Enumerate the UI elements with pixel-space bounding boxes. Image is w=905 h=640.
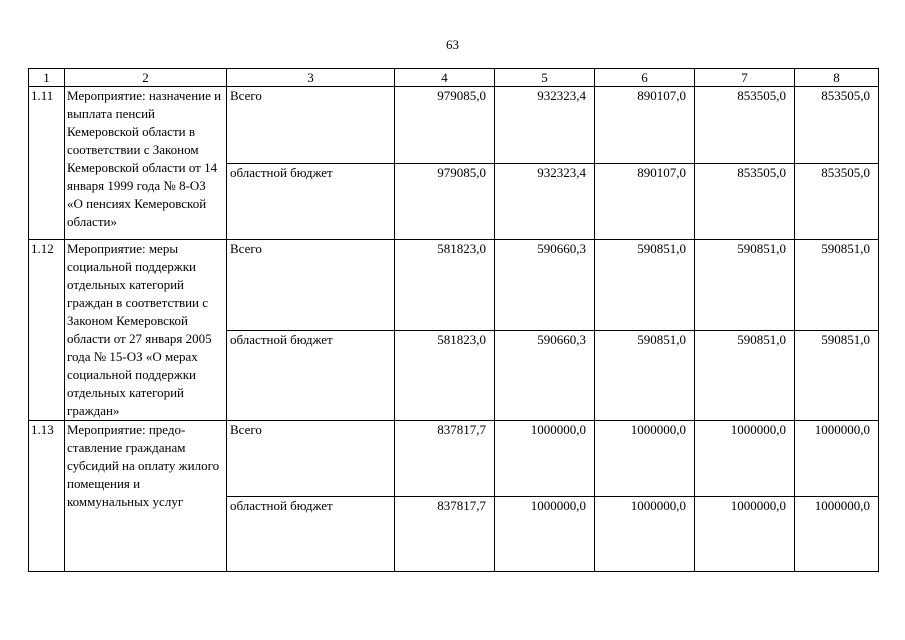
value-cell: 890107,0 [595,163,695,240]
row-code: 1.11 [29,87,65,240]
value-cell: 1000000,0 [695,421,795,497]
value-cell: 853505,0 [795,87,879,164]
value-cell: 590851,0 [795,240,879,331]
value-cell: 1000000,0 [695,496,795,572]
header-cell: 8 [795,69,879,87]
value-cell: 853505,0 [695,87,795,164]
row-description: Мероприятие: предо-ставление гражданам субсидий на оплату жилого помещения и коммунальных услуг [65,421,227,572]
value-cell: 1000000,0 [595,496,695,572]
header-row [29,69,879,87]
header-cell: 6 [595,69,695,87]
row-description: Мероприятие: назначение и выплата пенсий Кемеровской области в соответствии с Законом Кемеровской области от 14 января 1999 года № 8-ОЗ «О пенсиях Кемеровской области» [65,87,227,240]
header-cell: 2 [65,69,227,87]
source-budget-label: областной бюджет [227,330,395,421]
header-cell: 7 [695,69,795,87]
value-cell: 1000000,0 [595,421,695,497]
value-cell: 590660,3 [495,240,595,331]
value-cell: 1000000,0 [795,421,879,497]
table-row-total [29,421,879,497]
value-cell: 590851,0 [595,330,695,421]
value-cell: 590851,0 [695,240,795,331]
source-budget-label: областной бюджет [227,163,395,240]
header-cell: 5 [495,69,595,87]
value-cell: 590851,0 [795,330,879,421]
value-cell: 1000000,0 [495,496,595,572]
value-cell: 590851,0 [595,240,695,331]
source-total-label: Всего [227,240,395,331]
page-number: 63 [446,37,459,52]
value-cell: 853505,0 [695,163,795,240]
header-cell: 3 [227,69,395,87]
header-cell: 4 [395,69,495,87]
value-cell: 932323,4 [495,87,595,164]
value-cell: 837817,7 [395,496,495,572]
row-description: Мероприятие: меры социальной поддержки отдельных категорий граждан в соответствии с Законом Кемеровской области от 27 января 2005 года № 15-ОЗ «О мерах социальной поддержки отдельных категорий граждан» [65,240,227,421]
value-cell: 890107,0 [595,87,695,164]
value-cell: 581823,0 [395,240,495,331]
value-cell: 1000000,0 [795,496,879,572]
funding-table [28,68,879,572]
row-code: 1.12 [29,240,65,421]
header-cell: 1 [29,69,65,87]
value-cell: 837817,7 [395,421,495,497]
value-cell: 590851,0 [695,330,795,421]
table-row-total [29,87,879,164]
value-cell: 590660,3 [495,330,595,421]
value-cell: 979085,0 [395,163,495,240]
source-budget-label: областной бюджет [227,496,395,572]
value-cell: 932323,4 [495,163,595,240]
table-row-total [29,240,879,331]
source-total-label: Всего [227,87,395,164]
value-cell: 853505,0 [795,163,879,240]
value-cell: 1000000,0 [495,421,595,497]
row-code: 1.13 [29,421,65,572]
source-total-label: Всего [227,421,395,497]
value-cell: 979085,0 [395,87,495,164]
value-cell: 581823,0 [395,330,495,421]
